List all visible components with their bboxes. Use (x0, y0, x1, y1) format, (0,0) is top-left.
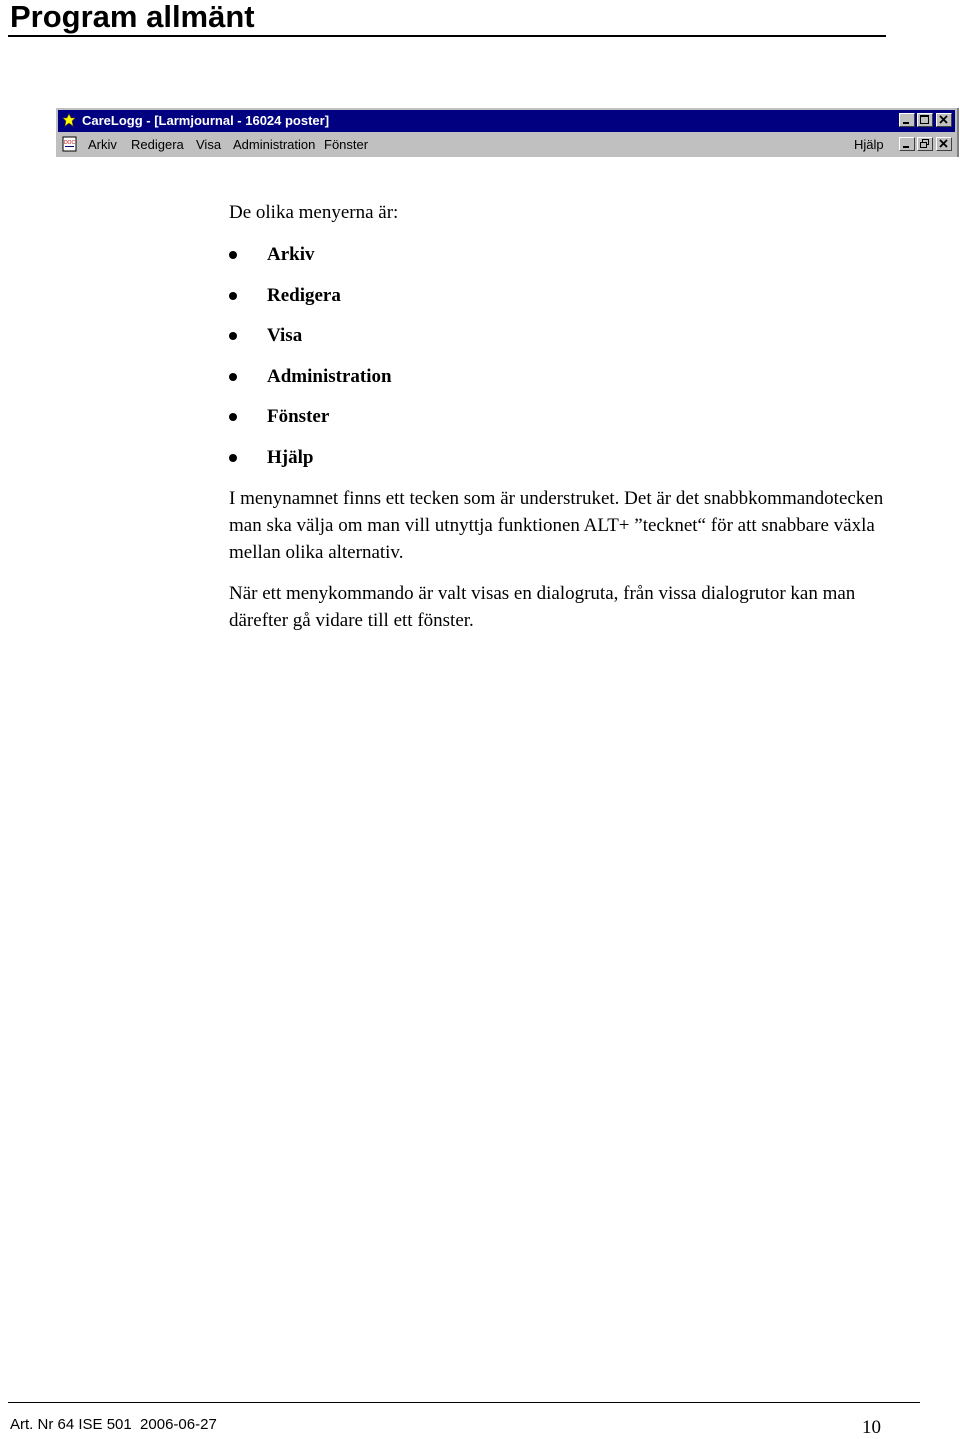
svg-text:DOC: DOC (63, 140, 76, 146)
footer-divider (8, 1402, 920, 1403)
app-window-screenshot (56, 108, 959, 157)
bullet-icon (229, 413, 237, 421)
menu-redigera[interactable]: Redigera (131, 137, 184, 152)
bullet-icon (229, 373, 237, 381)
document-icon (62, 136, 78, 152)
maximize-button[interactable] (917, 113, 933, 127)
close-button[interactable] (936, 113, 952, 127)
menu-visa[interactable]: Visa (196, 137, 222, 152)
menu-administration[interactable]: Administration (233, 137, 316, 152)
menu-arkiv[interactable]: Arkiv (88, 137, 117, 152)
bullet-icon (229, 332, 237, 340)
menu-intro-text: De olika menyerna är: (229, 202, 399, 223)
page-number: 10 (862, 1417, 881, 1438)
bullet-icon (229, 292, 237, 300)
footer-article-info: Art. Nr 64 ISE 501 2006-06-27 (10, 1416, 217, 1433)
doc-minimize-button[interactable] (899, 137, 915, 151)
carelogg-logo-icon (61, 113, 77, 129)
doc-close-button[interactable] (936, 137, 952, 151)
minimize-button[interactable] (899, 113, 915, 127)
bullet-icon (229, 454, 237, 462)
app-titlebar (58, 110, 955, 132)
doc-restore-button[interactable] (917, 137, 933, 151)
bullet-icon (229, 251, 237, 259)
app-menubar (58, 133, 955, 155)
title-divider (8, 35, 886, 37)
page-title: Program allmänt (10, 0, 255, 34)
menu-fonster[interactable]: Fönster (324, 137, 369, 152)
shortcut-paragraph: I menynamnet finns ett tecken som är understruket. Det är det snabbkommandotecken man ska välja om man vill utnyttja funktionen ALT+ ”tecknet“ för att snabbare växla mellan olika alternativ. (229, 488, 884, 563)
app-window-title: CareLogg - [Larmjournal - 16024 poster] (82, 113, 330, 128)
menu-hjalp[interactable]: Hjälp (854, 137, 884, 152)
dialog-paragraph: När ett menykommando är valt visas en dialogruta, från vissa dialogrutor kan man därefter gå vidare till ett fönster. (229, 583, 856, 631)
